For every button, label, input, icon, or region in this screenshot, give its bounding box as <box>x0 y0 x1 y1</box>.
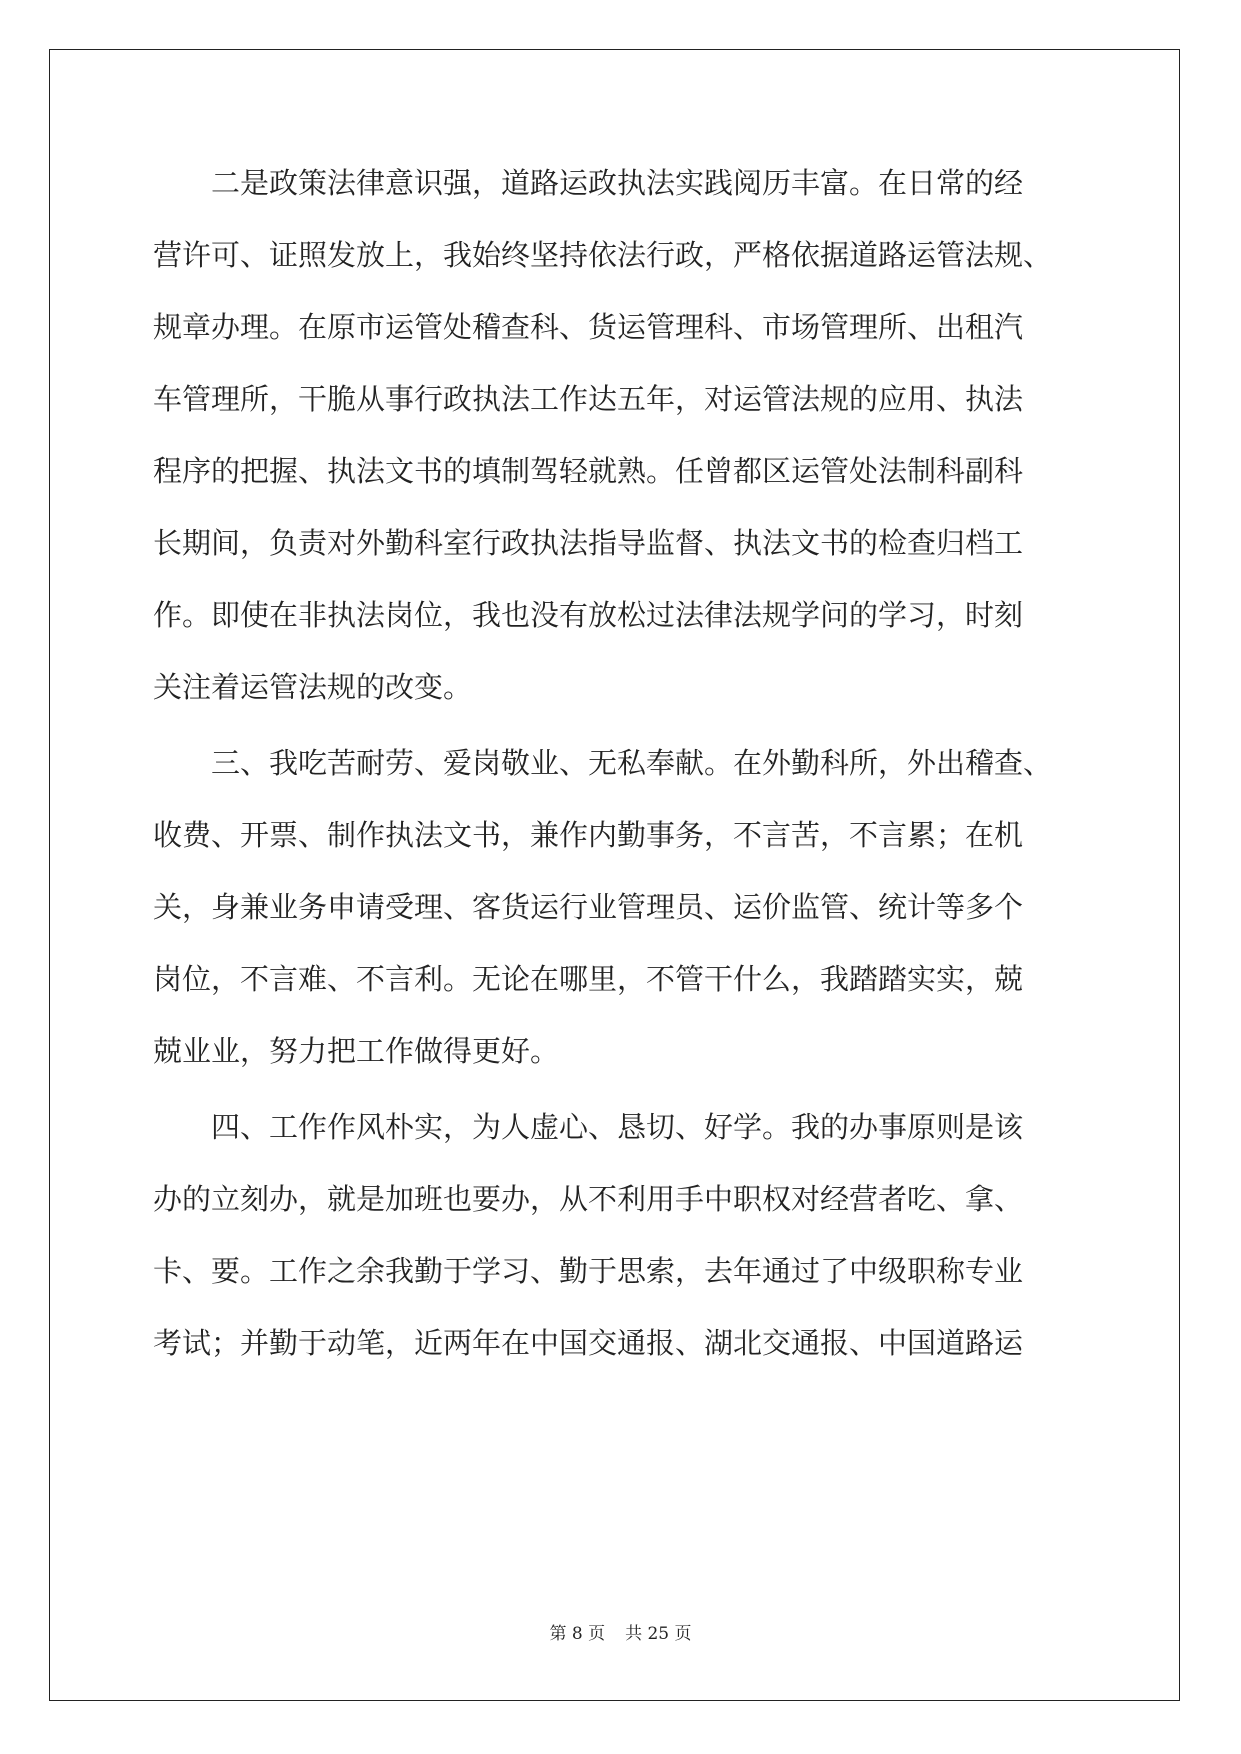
text-line: 二是政策法律意识强，道路运政执法实践阅历丰富。在日常的经 <box>153 166 1024 200</box>
text-line: 考试；并勤于动笔，近两年在中国交通报、湖北交通报、中国道路运 <box>153 1326 1024 1360</box>
text-line: 程序的把握、执法文书的填制驾轻就熟。任曾都区运管处法制科副科 <box>153 454 1024 488</box>
page-number: 第 8 页 <box>549 1624 606 1644</box>
text-line: 三、我吃苦耐劳、爱岗敬业、无私奉献。在外勤科所，外出稽查、 <box>153 746 1053 780</box>
page-total: 共 25 页 <box>625 1624 692 1644</box>
text-line: 关，身兼业务申请受理、客货运行业管理员、运价监管、统计等多个 <box>153 890 1024 924</box>
text-line: 兢业业，努力把工作做得更好。 <box>153 1034 560 1068</box>
text-line: 关注着运管法规的改变。 <box>153 670 473 704</box>
text-line: 车管理所，干脆从事行政执法工作达五年，对运管法规的应用、执法 <box>153 382 1024 416</box>
text-line: 营许可、证照发放上，我始终坚持依法行政，严格依据道路运管法规、 <box>153 238 1053 272</box>
text-line: 长期间，负责对外勤科室行政执法指导监督、执法文书的检查归档工 <box>153 526 1024 560</box>
page-footer <box>0 1619 1241 1644</box>
text-line: 卡、要。工作之余我勤于学习、勤于思索，去年通过了中级职称专业 <box>153 1254 1024 1288</box>
text-line: 收费、开票、制作执法文书，兼作内勤事务，不言苦，不言累；在机 <box>153 818 1024 852</box>
page-border <box>49 49 1180 1701</box>
text-line: 作。即使在非执法岗位，我也没有放松过法律法规学问的学习，时刻 <box>153 598 1024 632</box>
text-line: 四、工作作风朴实，为人虚心、恳切、好学。我的办事原则是该 <box>153 1110 1024 1144</box>
text-line: 岗位，不言难、不言利。无论在哪里，不管干什么，我踏踏实实，兢 <box>153 962 1024 996</box>
text-line: 规章办理。在原市运管处稽查科、货运管理科、市场管理所、出租汽 <box>153 310 1024 344</box>
text-line: 办的立刻办，就是加班也要办，从不利用手中职权对经营者吃、拿、 <box>153 1182 1024 1216</box>
